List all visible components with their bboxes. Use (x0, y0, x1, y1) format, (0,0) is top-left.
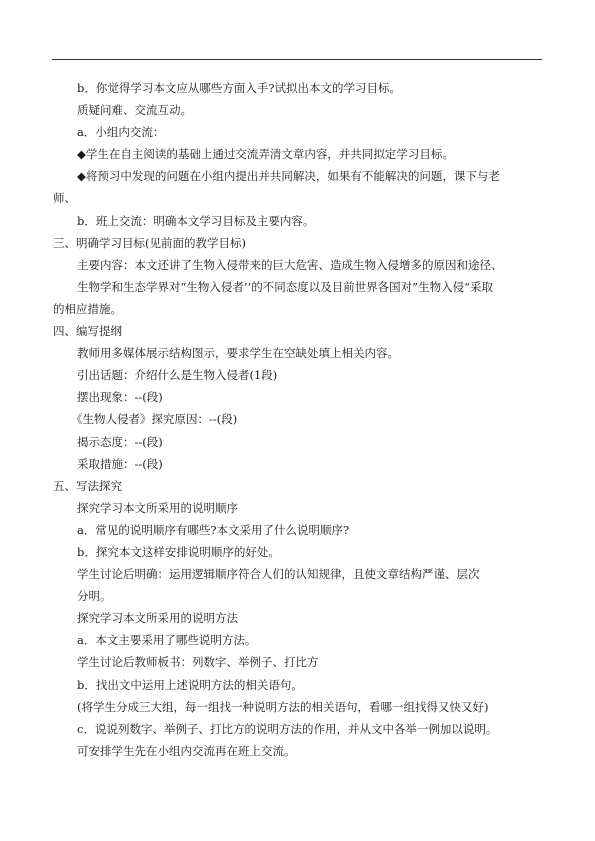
text-line: b．找出文中运用上述说明方法的相关语句。 (77, 677, 303, 692)
text-line: a．本文主要采用了哪些说明方法。 (77, 633, 257, 648)
text-line: b．班上交流：明确本文学习目标及主要内容。 (77, 213, 315, 228)
text-line: c．说说列数字、举例子、打比方的说明方法的作用，并从文中各举一例加以说明。 (77, 721, 498, 736)
outline-item: 摆出现象：--(段) (77, 390, 163, 405)
header-rule (52, 59, 542, 60)
outline-item: 采取措施：--(段) (77, 456, 163, 471)
section-heading: 四、编写提纲 (53, 324, 122, 339)
bullet-line: ◆将预习中发现的问题在小组内提出并共同解决，如果有不能解决的问题，课下与老 (77, 169, 500, 184)
bullet-line: ◆学生在自主阅读的基础上通过交流弄清文章内容，并共同拟定学习目标。 (77, 147, 454, 162)
section-heading: 三、明确学习目标(见前面的教学目标) (53, 235, 246, 250)
text-line: 学生讨论后明确：运用逻辑顺序符合人们的认知规律，且使文章结构严谨、层次 (77, 567, 480, 582)
text-line: 教师用多媒体展示结构图示，要求学生在空缺处填上相关内容。 (77, 346, 399, 361)
text-line: b．你觉得学习本文应从哪些方面入手?试拟出本文的学习目标。 (77, 81, 402, 95)
text-line: 学生讨论后教师板书：列数字、举例子、打比方 (77, 655, 319, 670)
outline-item: 《生物人侵者》探究原因：--(段) (71, 412, 238, 427)
text-line: 分明。 (77, 589, 112, 604)
text-line: 主要内容：本文还讲了生物入侵带来的巨大危害、造成生物入侵增多的原因和途径、 (77, 257, 503, 272)
text-line: 探究学习本文所采用的说明方法 (77, 611, 238, 626)
text-line: 质疑问难、交流互动。 (77, 103, 192, 118)
text-line: 师、 (53, 191, 76, 206)
text-line: 探究学习本文所采用的说明顺序 (77, 500, 238, 515)
outline-item: 引出话题：介绍什么是生物入侵者(1段) (77, 368, 278, 383)
text-line: 可安排学生先在小组内交流再在班上交流。 (77, 743, 296, 758)
text-line: a．常见的说明顺序有哪些?本文采用了什么说明顺序? (77, 522, 350, 537)
text-line: (将学生分成三大组，每一组找一种说明方法的相关语句，看哪一组找得又快又好) (77, 699, 489, 714)
text-line: a．小组内交流： (77, 125, 165, 140)
outline-item: 揭示态度：--(段) (77, 434, 163, 449)
text-line: 生物学和生态学界对“生物入侵者’’的不同态度以及目前世界各国对”生物入侵“采取 (77, 279, 493, 294)
text-line: b．探究本文这样安排说明顺序的好处。 (77, 544, 280, 559)
text-line: 的相应措施。 (53, 301, 122, 316)
document-body (53, 77, 543, 762)
section-heading: 五、写法探究 (53, 478, 122, 493)
